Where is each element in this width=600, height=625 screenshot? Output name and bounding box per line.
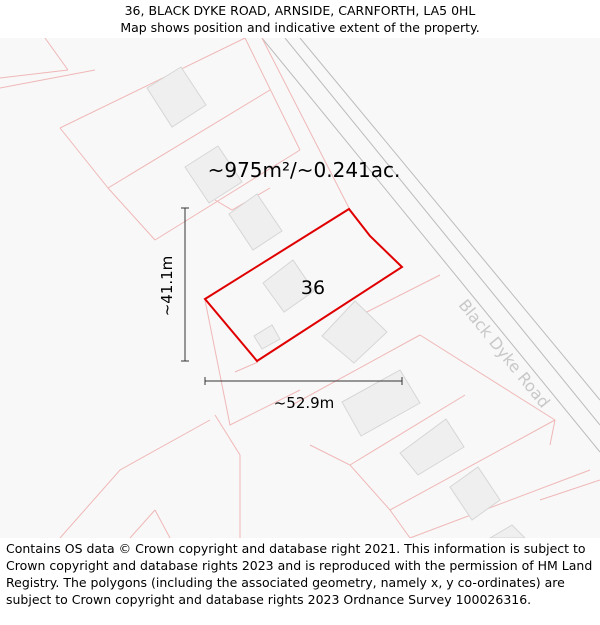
property-address: 36, BLACK DYKE ROAD, ARNSIDE, CARNFORTH, LA5 0HL xyxy=(124,3,476,18)
plot-number: 36 xyxy=(300,277,326,299)
map-canvas[interactable] xyxy=(0,38,600,538)
width-dimension-label: ~52.9m xyxy=(273,394,335,412)
map-header xyxy=(0,0,600,40)
road-name-label: Black Dyke Road xyxy=(454,295,554,412)
copyright-notice: Contains OS data © Crown copyright and database right 2021. This information is subject to Crown copyright and database rights 2023 and is reproduced with the permission of HM Land Registry. The polygons (including the associated geometry, namely x, y co-ordinates) are subject to Crown copyright and database rights 2023 Ordnance Survey 100026316. xyxy=(6,541,593,607)
area-label: ~975m²/~0.241ac. xyxy=(207,158,401,182)
map-subtitle: Map shows position and indicative extent of the property. xyxy=(120,20,480,35)
height-dimension-label: ~41.1m xyxy=(158,255,176,317)
